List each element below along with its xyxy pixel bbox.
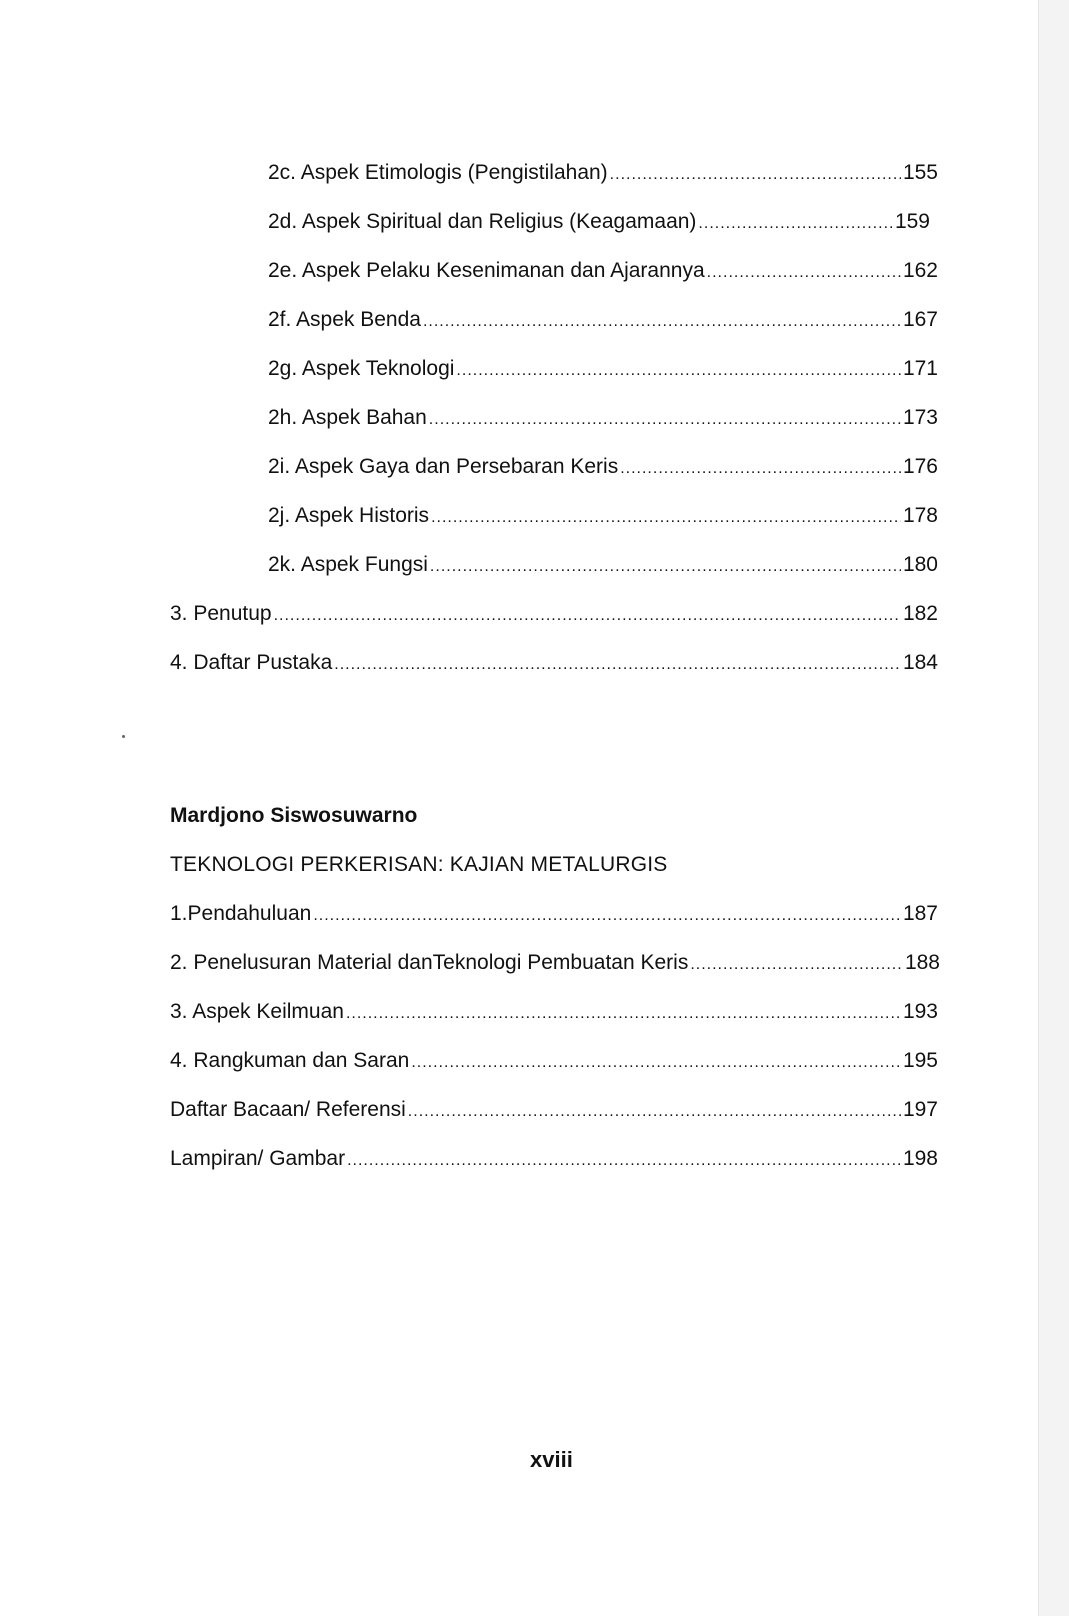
toc-entry-label: 2i. Aspek Gaya dan Persebaran Keris — [268, 455, 619, 478]
toc-entry-label: 1.Pendahuluan — [170, 902, 312, 925]
toc-entry-pendahuluan[interactable] — [170, 901, 938, 929]
toc-entry-lampiran[interactable] — [170, 1146, 938, 1174]
toc-entry-2h[interactable] — [268, 405, 938, 433]
toc-entry-label: 3. Penutup — [170, 602, 272, 625]
dot-leader — [620, 456, 901, 482]
toc-entry-page: 184 — [902, 651, 938, 674]
toc-entry-2d[interactable] — [268, 209, 930, 237]
toc-entry-label: 4. Rangkuman dan Saran — [170, 1049, 410, 1072]
toc-entry-page: 171 — [902, 357, 938, 380]
dot-leader — [334, 652, 901, 678]
page-number: xviii — [530, 1447, 573, 1472]
toc-entry-label: 2e. Aspek Pelaku Kesenimanan dan Ajarannya — [268, 259, 705, 282]
toc-entry-page: 198 — [902, 1147, 938, 1170]
toc-entry-page: 155 — [902, 161, 938, 184]
toc-entry-2j[interactable] — [268, 503, 938, 531]
toc-entry-label: 2c. Aspek Etimologis (Pengistilahan) — [268, 161, 608, 184]
dot-leader — [429, 407, 901, 433]
toc-entry-page: 193 — [902, 1000, 938, 1023]
toc-entry-page: 173 — [902, 406, 938, 429]
toc-entry-2e[interactable] — [268, 258, 938, 286]
dot-leader — [274, 603, 901, 629]
toc-entry-label: 2d. Aspek Spiritual dan Religius (Keagamaan) — [268, 210, 697, 233]
page-edge-shadow — [1038, 0, 1069, 1616]
toc-entry-rangkuman[interactable] — [170, 1048, 938, 1076]
toc-entry-daftar-pustaka[interactable] — [170, 650, 938, 678]
toc-entry-page: 187 — [902, 902, 938, 925]
toc-entry-2g[interactable] — [268, 356, 938, 384]
toc-entry-page: 162 — [902, 259, 938, 282]
toc-entry-penutup[interactable] — [170, 601, 938, 629]
toc-entry-label: 2g. Aspek Teknologi — [268, 357, 455, 380]
dot-leader — [431, 505, 901, 531]
dot-leader — [707, 260, 901, 286]
toc-entry-2c[interactable] — [268, 160, 938, 188]
toc-entry-page: 167 — [902, 308, 938, 331]
dot-leader — [690, 952, 903, 978]
toc-entry-2k[interactable] — [268, 552, 938, 580]
dot-leader — [346, 1001, 901, 1027]
toc-entry-label: 2j. Aspek Historis — [268, 504, 430, 527]
toc-entry-label: 2. Penelusuran Material danTeknologi Pembuatan Keris — [170, 951, 689, 974]
toc-entry-label: 2h. Aspek Bahan — [268, 406, 427, 429]
toc-entry-page: 195 — [902, 1049, 938, 1072]
toc-entry-penelusuran[interactable] — [170, 950, 940, 978]
toc-entry-page: 182 — [902, 602, 938, 625]
toc-entry-daftar-bacaan[interactable] — [170, 1097, 938, 1125]
toc-entry-label: 2k. Aspek Fungsi — [268, 553, 428, 576]
section-author: Mardjono Siswosuwarno — [170, 804, 418, 827]
toc-entry-label: 2f. Aspek Benda — [268, 308, 421, 331]
dot-leader — [313, 903, 901, 929]
toc-entry-label: Daftar Bacaan/ Referensi — [170, 1098, 406, 1121]
toc-entry-2f[interactable] — [268, 307, 938, 335]
toc-entry-page: 197 — [902, 1098, 938, 1121]
dot-leader — [610, 162, 901, 188]
toc-entry-label: 3. Aspek Keilmuan — [170, 1000, 344, 1023]
toc-entry-2i[interactable] — [268, 454, 938, 482]
dot-leader — [698, 211, 893, 237]
toc-entry-page: 180 — [902, 553, 938, 576]
dot-leader — [411, 1050, 901, 1076]
dot-leader — [423, 309, 901, 335]
toc-entry-label: 4. Daftar Pustaka — [170, 651, 333, 674]
section-title: TEKNOLOGI PERKERISAN: KAJIAN METALURGIS — [170, 853, 668, 876]
dot-leader — [408, 1099, 901, 1125]
toc-entry-page: 159 — [894, 210, 930, 233]
dot-leader — [456, 358, 901, 384]
toc-entry-aspek-keilmuan[interactable] — [170, 999, 938, 1027]
scan-speck — [122, 735, 125, 738]
dot-leader — [430, 554, 901, 580]
toc-entry-label: Lampiran/ Gambar — [170, 1147, 346, 1170]
toc-entry-page: 178 — [902, 504, 938, 527]
toc-entry-page: 176 — [902, 455, 938, 478]
toc-entry-page: 188 — [904, 951, 940, 974]
dot-leader — [347, 1148, 901, 1174]
